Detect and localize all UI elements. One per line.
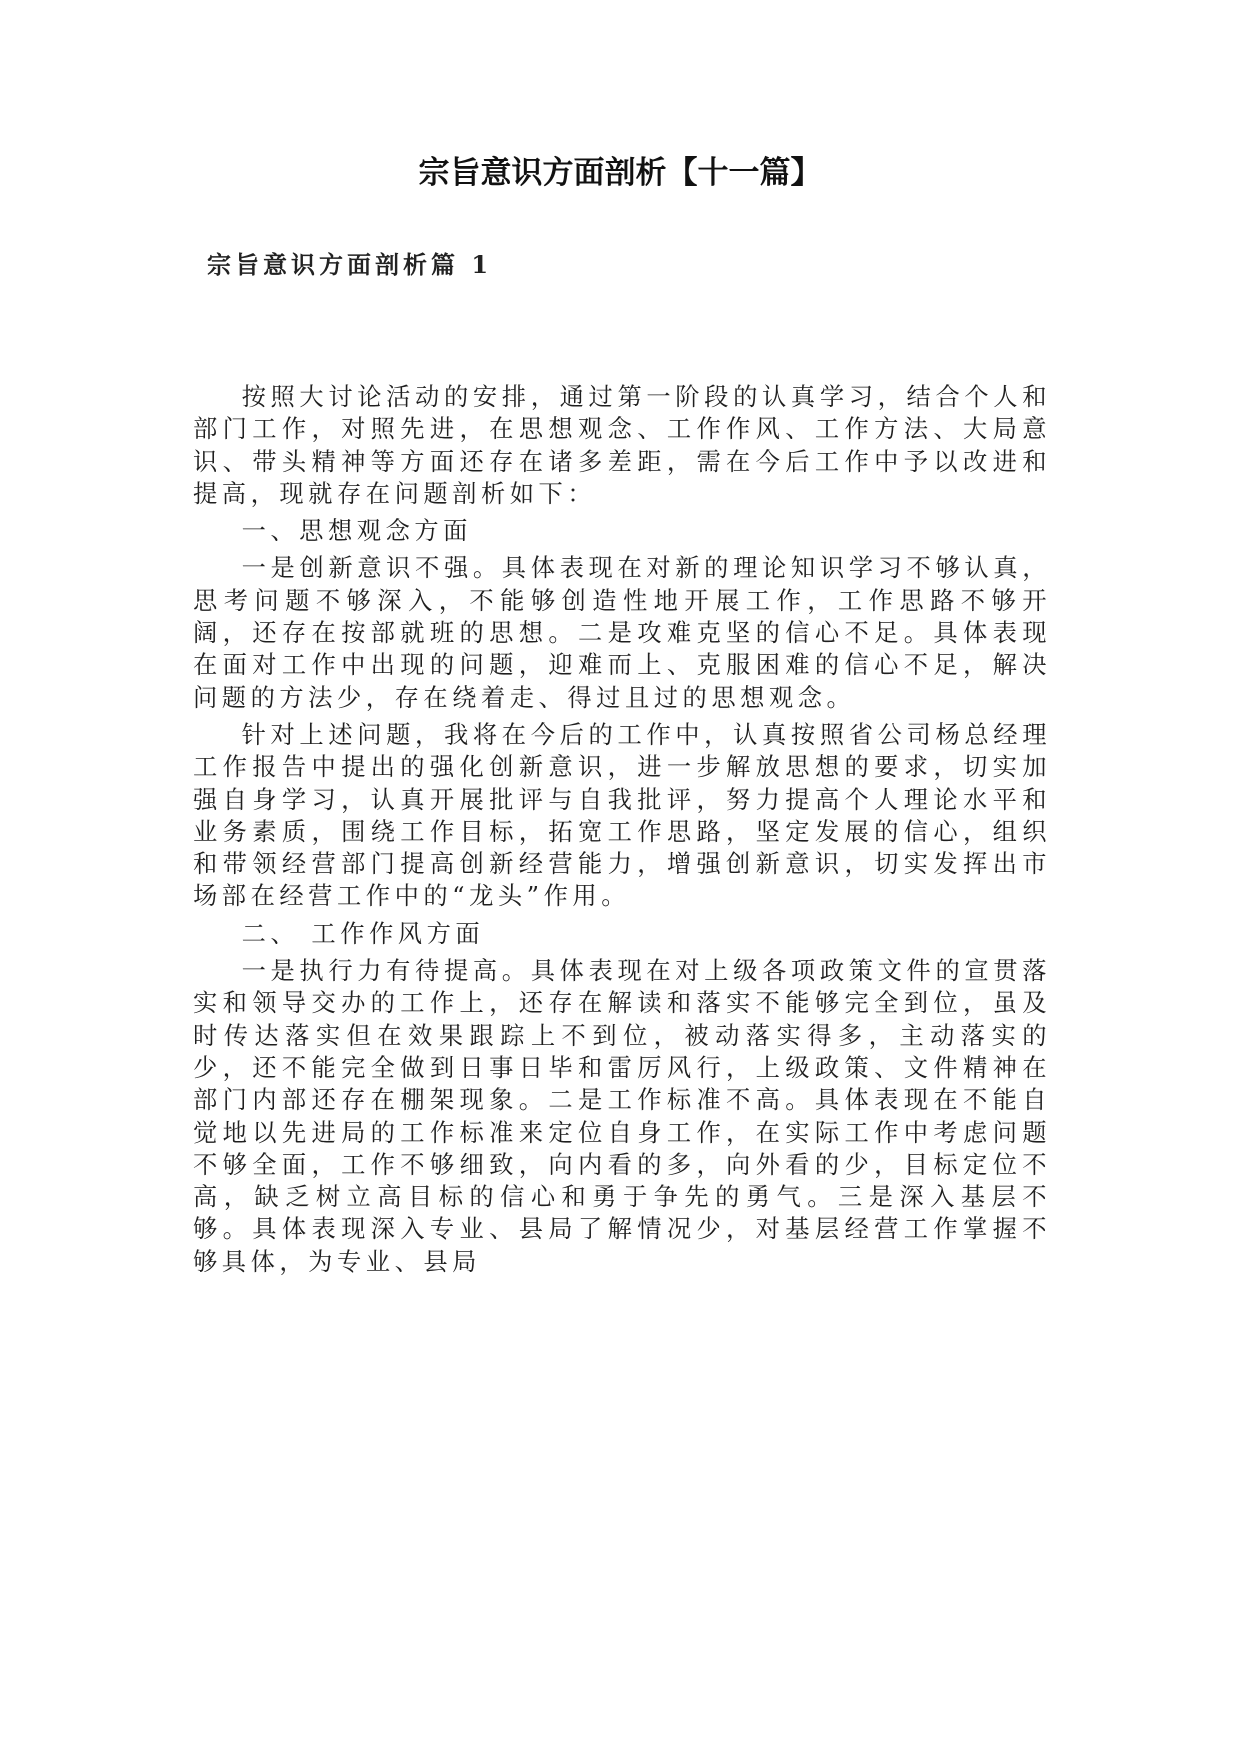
subheading-thinking: 一、思想观念方面: [241, 516, 472, 546]
section-heading: 宗旨意识方面剖析篇 1: [207, 250, 493, 279]
paragraph-intro: 按照大讨论活动的安排，通过第一阶段的认真学习，结合个人和部门工作，对照先进，在思想观念、工作作风、工作方法、大局意识、带头精神等方面还存在诸多差距，需在今后工作中予以改进和提高，现就存在问题剖析如下：: [193, 382, 1051, 508]
paragraph-work-style-issues: 一是执行力有待提高。具体表现在对上级各项政策文件的宣贯落实和领导交办的工作上，还存在解读和落实不能够完全到位，虽及时传达落实但在效果跟踪上不到位，被动落实得多，主动落实的少，还不能完全做到日事日毕和雷厉风行，上级政策、文件精神在部门内部还存在棚架现象。二是工作标准不高。具体表现在不能自觉地以先进局的工作标准来定位自身工作，在实际工作中考虑问题不够全面，工作不够细致，向内看的多，向外看的少，目标定位不高，缺乏树立高目标的信心和勇于争先的勇气。三是深入基层不够。具体表现深入专业、县局了解情况少，对基层经营工作掌握不够具体，为专业、县局: [193, 956, 1051, 1276]
paragraph-thinking-issues: 一是创新意识不强。具体表现在对新的理论知识学习不够认真，思考问题不够深入，不能够创造性地开展工作，工作思路不够开阔，还存在按部就班的思想。二是攻难克坚的信心不足。具体表现在面对工作中出现的问题，迎难而上、克服困难的信心不足，解决问题的方法少，存在绕着走、得过且过的思想观念。: [193, 553, 1051, 712]
document-title: 宗旨意识方面剖析【十一篇】: [418, 155, 822, 191]
subheading-work-style: 二、 工作作风方面: [241, 918, 485, 948]
document-body: [193, 381, 1051, 1278]
paragraph-thinking-measures: 针对上述问题，我将在今后的工作中，认真按照省公司杨总经理工作报告中提出的强化创新意识，进一步解放思想的要求，切实加强自身学习，认真开展批评与自我批评，努力提高个人理论水平和业务素质，围绕工作目标，拓宽工作思路，坚定发展的信心，组织和带领经营部门提高创新经营能力，增强创新意识，切实发挥出市场部在经营工作中的“龙头”作用。: [193, 719, 1051, 911]
